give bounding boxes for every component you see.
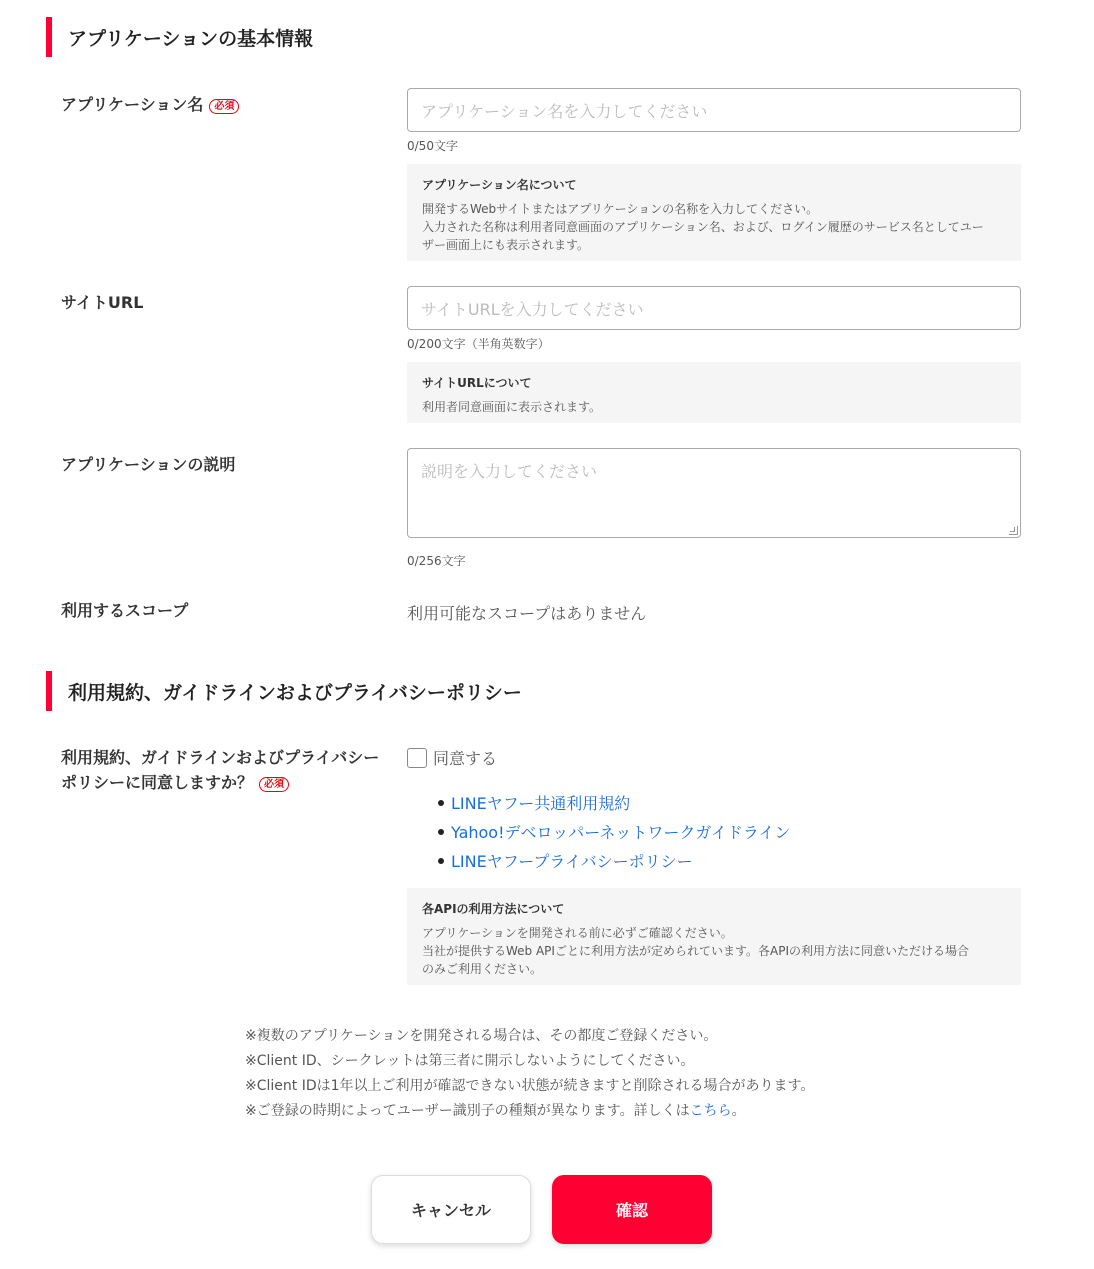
cancel-button[interactable]: キャンセル (371, 1175, 531, 1244)
footnote-line: ※Client IDは1年以上ご利用が確認できない状態が続きますと削除される場合があります。 (245, 1078, 815, 1094)
bullet-icon (438, 829, 444, 835)
footnote-line: ※複数のアプリケーションを開発される場合は、その都度ご登録ください。 (245, 1028, 718, 1044)
list-item (438, 846, 790, 875)
note-title: アプリケーション名について (422, 178, 577, 192)
agree-checkbox[interactable] (407, 748, 427, 768)
policy-links-list (438, 788, 790, 875)
description-placeholder: 説明を入力してください (421, 462, 598, 481)
description-char-count: 0/256文字 (407, 554, 466, 568)
app-name-placeholder: アプリケーション名を入力してください (421, 101, 708, 121)
resize-handle-icon[interactable] (1009, 526, 1018, 535)
footnote-line (245, 1099, 814, 1124)
note-line: 入力された名称は利用者同意画面のアプリケーション名、および、ログイン履歴のサービス名としてユー (422, 220, 984, 234)
guideline-link[interactable]: Yahoo!デベロッパーネットワークガイドライン (451, 823, 791, 842)
site-url-label: サイトURL (61, 293, 144, 312)
footnotes (245, 1024, 814, 1124)
site-url-note (407, 362, 1021, 423)
description-textarea[interactable] (407, 448, 1021, 538)
agree-checkbox-label[interactable]: 同意する (433, 749, 498, 768)
section-heading-terms (46, 671, 522, 711)
scope-value: 利用可能なスコープはありません (407, 604, 647, 623)
site-url-placeholder: サイトURLを入力してください (421, 299, 644, 319)
footnote-text: ※ご登録の時期によってユーザー識別子の種類が異なります。詳しくは (245, 1103, 690, 1119)
note-line: のみご利用ください。 (422, 962, 543, 976)
required-badge: 必須 (259, 777, 289, 792)
confirm-button[interactable]: 確認 (552, 1175, 712, 1244)
section-heading-basic-info (46, 17, 313, 57)
required-badge: 必須 (209, 99, 239, 114)
app-name-label (61, 92, 239, 117)
api-usage-note (407, 888, 1021, 985)
app-name-note (407, 164, 1021, 261)
list-item (438, 817, 790, 846)
site-url-input[interactable] (407, 286, 1021, 330)
description-label: アプリケーションの説明 (61, 455, 236, 474)
note-line: ザー画面上にも表示されます。 (422, 238, 590, 252)
note-line: アプリケーションを開発される前に必ずご確認ください。 (422, 926, 733, 940)
note-line: 開発するWebサイトまたはアプリケーションの名称を入力してください。 (422, 202, 819, 216)
note-line: 利用者同意画面に表示されます。 (422, 400, 602, 414)
note-title: 各APIの利用方法について (422, 902, 565, 916)
terms-link[interactable]: LINEヤフー共通利用規約 (451, 794, 631, 813)
section-title: 利用規約、ガイドラインおよびプライバシーポリシー (68, 681, 522, 704)
footnote-line: ※Client ID、シークレットは第三者に開示しないようにしてください。 (245, 1053, 695, 1069)
footnote-text: 。 (731, 1103, 746, 1119)
app-name-label-text: アプリケーション名 (61, 95, 204, 114)
privacy-policy-link[interactable]: LINEヤフープライバシーポリシー (451, 852, 693, 871)
note-title: サイトURLについて (422, 376, 532, 390)
agree-checkbox-row[interactable] (407, 746, 497, 769)
agreement-label-line: 利用規約、ガイドラインおよびプライバシー (61, 748, 380, 767)
details-link[interactable]: こちら (689, 1103, 732, 1119)
list-item (438, 788, 790, 817)
bullet-icon (438, 858, 444, 864)
note-line: 当社が提供するWeb APIごとに利用方法が定められています。各APIの利用方法に同意いただける場合 (422, 944, 969, 958)
bullet-icon (438, 800, 444, 806)
site-url-char-count: 0/200文字（半角英数字） (407, 337, 550, 351)
agreement-label-line: ポリシーに同意しますか？ (61, 773, 254, 792)
scope-label: 利用するスコープ (61, 601, 189, 620)
app-name-char-count: 0/50文字 (407, 139, 458, 153)
agreement-label (61, 745, 379, 795)
app-name-input[interactable] (407, 88, 1021, 132)
section-title: アプリケーションの基本情報 (68, 27, 314, 50)
